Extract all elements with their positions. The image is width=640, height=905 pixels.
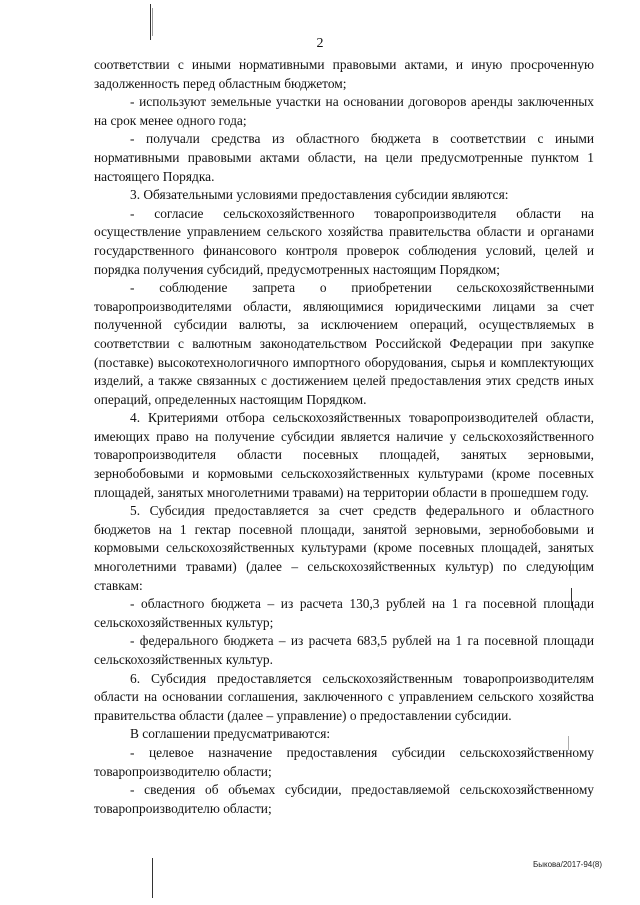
paragraph: - областного бюджета – из расчета 130,3 рублей на 1 га посевной площади сельскохозяйственных культур; xyxy=(94,596,594,630)
paragraph: 4. Критериями отбора сельскохозяйственных товаропроизводителей области, имеющих право на получение субсидии является наличие у сельскохозяйственного товаропроизводителя области посевных площадей, занятых зерновыми, зернобобовыми и кормовыми сельскохозяйственных культурами (кроме посевных площадей, занятых многолетними травами) на территории области в прошедшем году. xyxy=(94,410,594,500)
paragraph: - сведения об объемах субсидии, предоставляемой сельскохозяйственному товаропроизводителю области; xyxy=(94,782,594,816)
paragraph: 6. Субсидия предоставляется сельскохозяйственным товаропроизводителям области на основании соглашения, заключенного с управлением сельского хозяйства правительства области (далее – управление) о предоставлении субсидии. xyxy=(94,670,594,723)
document-body xyxy=(94,56,594,818)
paragraph: - согласие сельскохозяйственного товаропроизводителя области на осуществление управлением сельского хозяйства правительства области и органами государственного финансового контроля проверок соблюдения условий, целей и порядка получения субсидий, предусмотренных настоящим Порядком; xyxy=(94,205,594,277)
paragraph: соответствии с иными нормативными правовыми актами, и иную просроченную задолженность перед областным бюджетом; xyxy=(94,57,594,91)
scan-artifact-line xyxy=(150,4,151,40)
paragraph: В соглашении предусматриваются: xyxy=(130,726,331,742)
paragraph: 3. Обязательными условиями предоставления субсидии являются: xyxy=(130,187,509,203)
scan-artifact-line xyxy=(152,8,153,36)
paragraph: - соблюдение запрета о приобретении сельскохозяйственными товаропроизводителями области, являющимися юридическими лицами за счет полученной субсидии валюты, за исключением операций, осуществляемых в соответствии с валютным законодательством Российской Федерации при закупке (поставке) высокотехнологичного импортного оборудования, сырья и комплектующих изделий, а также связанных с достижением целей предоставления этих средств иных операций, определенных настоящим Порядком. xyxy=(94,280,594,407)
paragraph: - получали средства из областного бюджета в соответствии с иными нормативными правовыми актами области, на цели предусмотренные пунктом 1 настоящего Порядка. xyxy=(94,131,594,184)
paragraph: - целевое назначение предоставления субсидии сельскохозяйственному товаропроизводителю области; xyxy=(94,744,594,779)
scan-artifact-line xyxy=(152,858,153,898)
paragraph: 5. Субсидия предоставляется за счет средств федерального и областного бюджетов на 1 гектар посевной площади, занятой зерновыми, зернобобовыми и кормовыми сельскохозяйственных культурами (кроме посевных площадей, занятых многолетними травами) (далее – сельскохозяйственных культур) по следующим ставкам: xyxy=(94,503,594,593)
page-number: 2 xyxy=(316,36,324,51)
paragraph: - федерального бюджета – из расчета 683,5 рублей на 1 га посевной площади сельскохозяйственных культур. xyxy=(94,633,594,667)
document-code: Быкова/2017-94(8) xyxy=(532,860,602,869)
paragraph: - используют земельные участки на основании договоров аренды заключенных на срок менее одного года; xyxy=(94,94,594,128)
